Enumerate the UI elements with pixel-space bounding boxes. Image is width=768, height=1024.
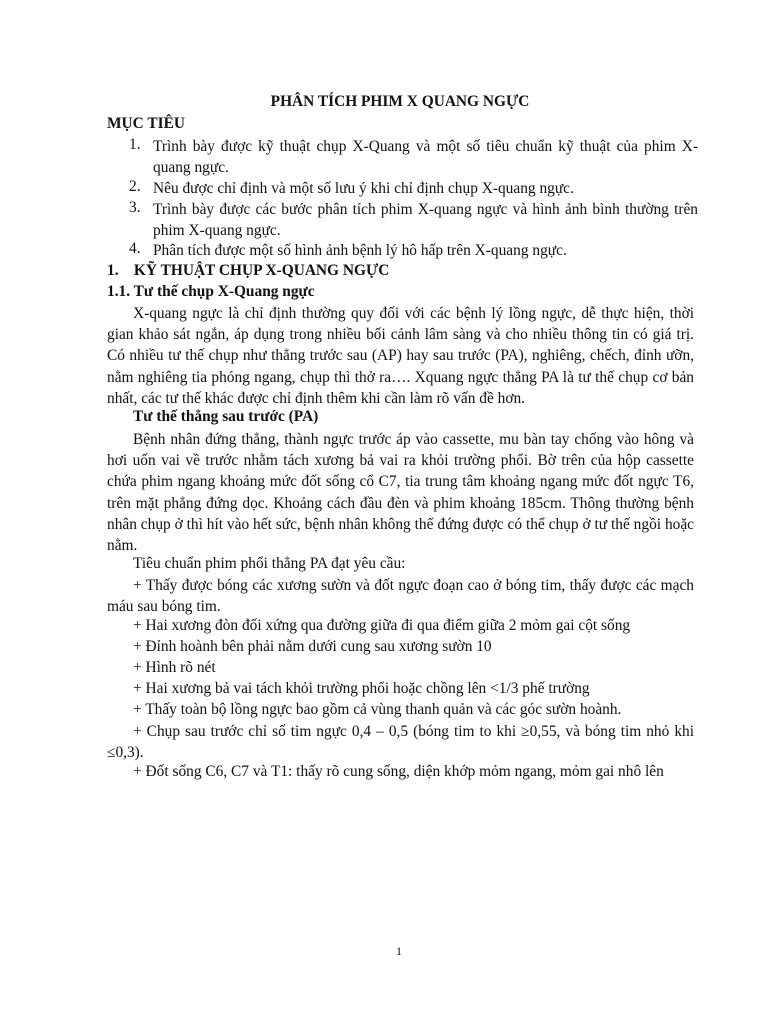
criteria-item: + Hai xương bả vai tách khỏi trường phổi hoặc chồng lên <1/3 phế trường <box>133 680 590 697</box>
criteria-item: + Hình rõ nét <box>133 659 216 676</box>
pa-position-heading: Tư thế thẳng sau trước (PA) <box>133 408 319 425</box>
paragraph-pa-technique: Bệnh nhân đứng thẳng, thành ngực trước áp vào cassette, mu bàn tay chống vào hông và hơi uốn vai về trước nhằm tách xương bả vai ra khỏi trường phổi. Bờ trên của hộp cassette chứa phim ngang khoảng mức đốt sống cổ C7, tia trung tâm khoảng ngang mức đốt ngực T6, trên mặt phẳng đứng dọc. Khoảng cách đầu đèn và phim khoảng 185cm. Thông thường bệnh nhân chụp ở thì hít vào hết sức, bệnh nhân không thể đứng được có thể chụp ở tư thế ngồi hoặc nằm. <box>107 431 694 555</box>
objective-text: Phân tích được một số hình ảnh bệnh lý hô hấp trên X-quang ngực. <box>153 242 567 259</box>
criteria-item: + Đốt sống C6, C7 và T1: thấy rõ cung sống, diện khớp mỏm ngang, mỏm gai nhô lên <box>133 763 664 780</box>
objective-text: Trình bày được kỹ thuật chụp X-Quang và một số tiêu chuẩn kỹ thuật của phim X-quang ngực. <box>153 138 698 176</box>
objective-number: 3. <box>129 199 141 216</box>
section-1-heading: 1. KỸ THUẬT CHỤP X-QUANG NGỰC <box>107 262 390 279</box>
objective-text: Trình bày được các bước phân tích phim X-quang ngực và hình ảnh bình thường trên phim X-quang ngực. <box>153 201 698 239</box>
objective-number: 4. <box>129 240 141 257</box>
objective-number: 1. <box>129 136 141 153</box>
objective-text: Nêu được chỉ định và một số lưu ý khi chỉ định chụp X-quang ngực. <box>153 180 574 197</box>
objective-number: 2. <box>129 178 141 195</box>
section-1-1-heading: 1.1. Tư thế chụp X-Quang ngực <box>107 283 315 300</box>
criteria-item: + Chụp sau trước chỉ số tim ngực 0,4 – 0,5 (bóng tim to khi ≥0,55, và bóng tim nhỏ khi ≤0,3). <box>107 723 694 762</box>
paragraph-positions: X-quang ngực là chỉ định thường quy đối với các bệnh lý lồng ngực, dễ thực hiện, thời gian khảo sát ngắn, áp dụng trong nhiều bối cảnh lâm sàng và cho nhiều thông tin có giá trị. Có nhiều tư thế chụp như thẳng trước sau (AP) hay sau trước (PA), nghiêng, chếch, đỉnh ưỡn, nằm nghiêng tia phóng ngang, chụp thì thở ra…. Xquang ngực thẳng PA là tư thế chụp cơ bản nhất, các tư thế khác được chỉ định thêm khi cần làm rõ vấn đề hơn. <box>107 305 694 407</box>
criteria-item: + Hai xương đòn đối xứng qua đường giữa đi qua điểm giữa 2 mỏm gai cột sống <box>133 617 631 634</box>
page-number: 1 <box>396 944 402 958</box>
objectives-heading: MỤC TIÊU <box>107 115 185 132</box>
criteria-item: + Đỉnh hoành bên phải nằm dưới cung sau xương sườn 10 <box>133 638 492 655</box>
criteria-item: + Thấy được bóng các xương sườn và đốt ngực đoạn cao ở bóng tim, thấy được các mạch máu sau bóng tim. <box>107 577 694 616</box>
document-title: PHÂN TÍCH PHIM X QUANG NGỰC <box>270 93 530 110</box>
criteria-item: + Thấy toàn bộ lồng ngực bao gồm cả vùng thanh quản và các góc sườn hoành. <box>133 701 622 718</box>
criteria-intro: Tiêu chuẩn phim phổi thẳng PA đạt yêu cầu: <box>133 555 406 572</box>
